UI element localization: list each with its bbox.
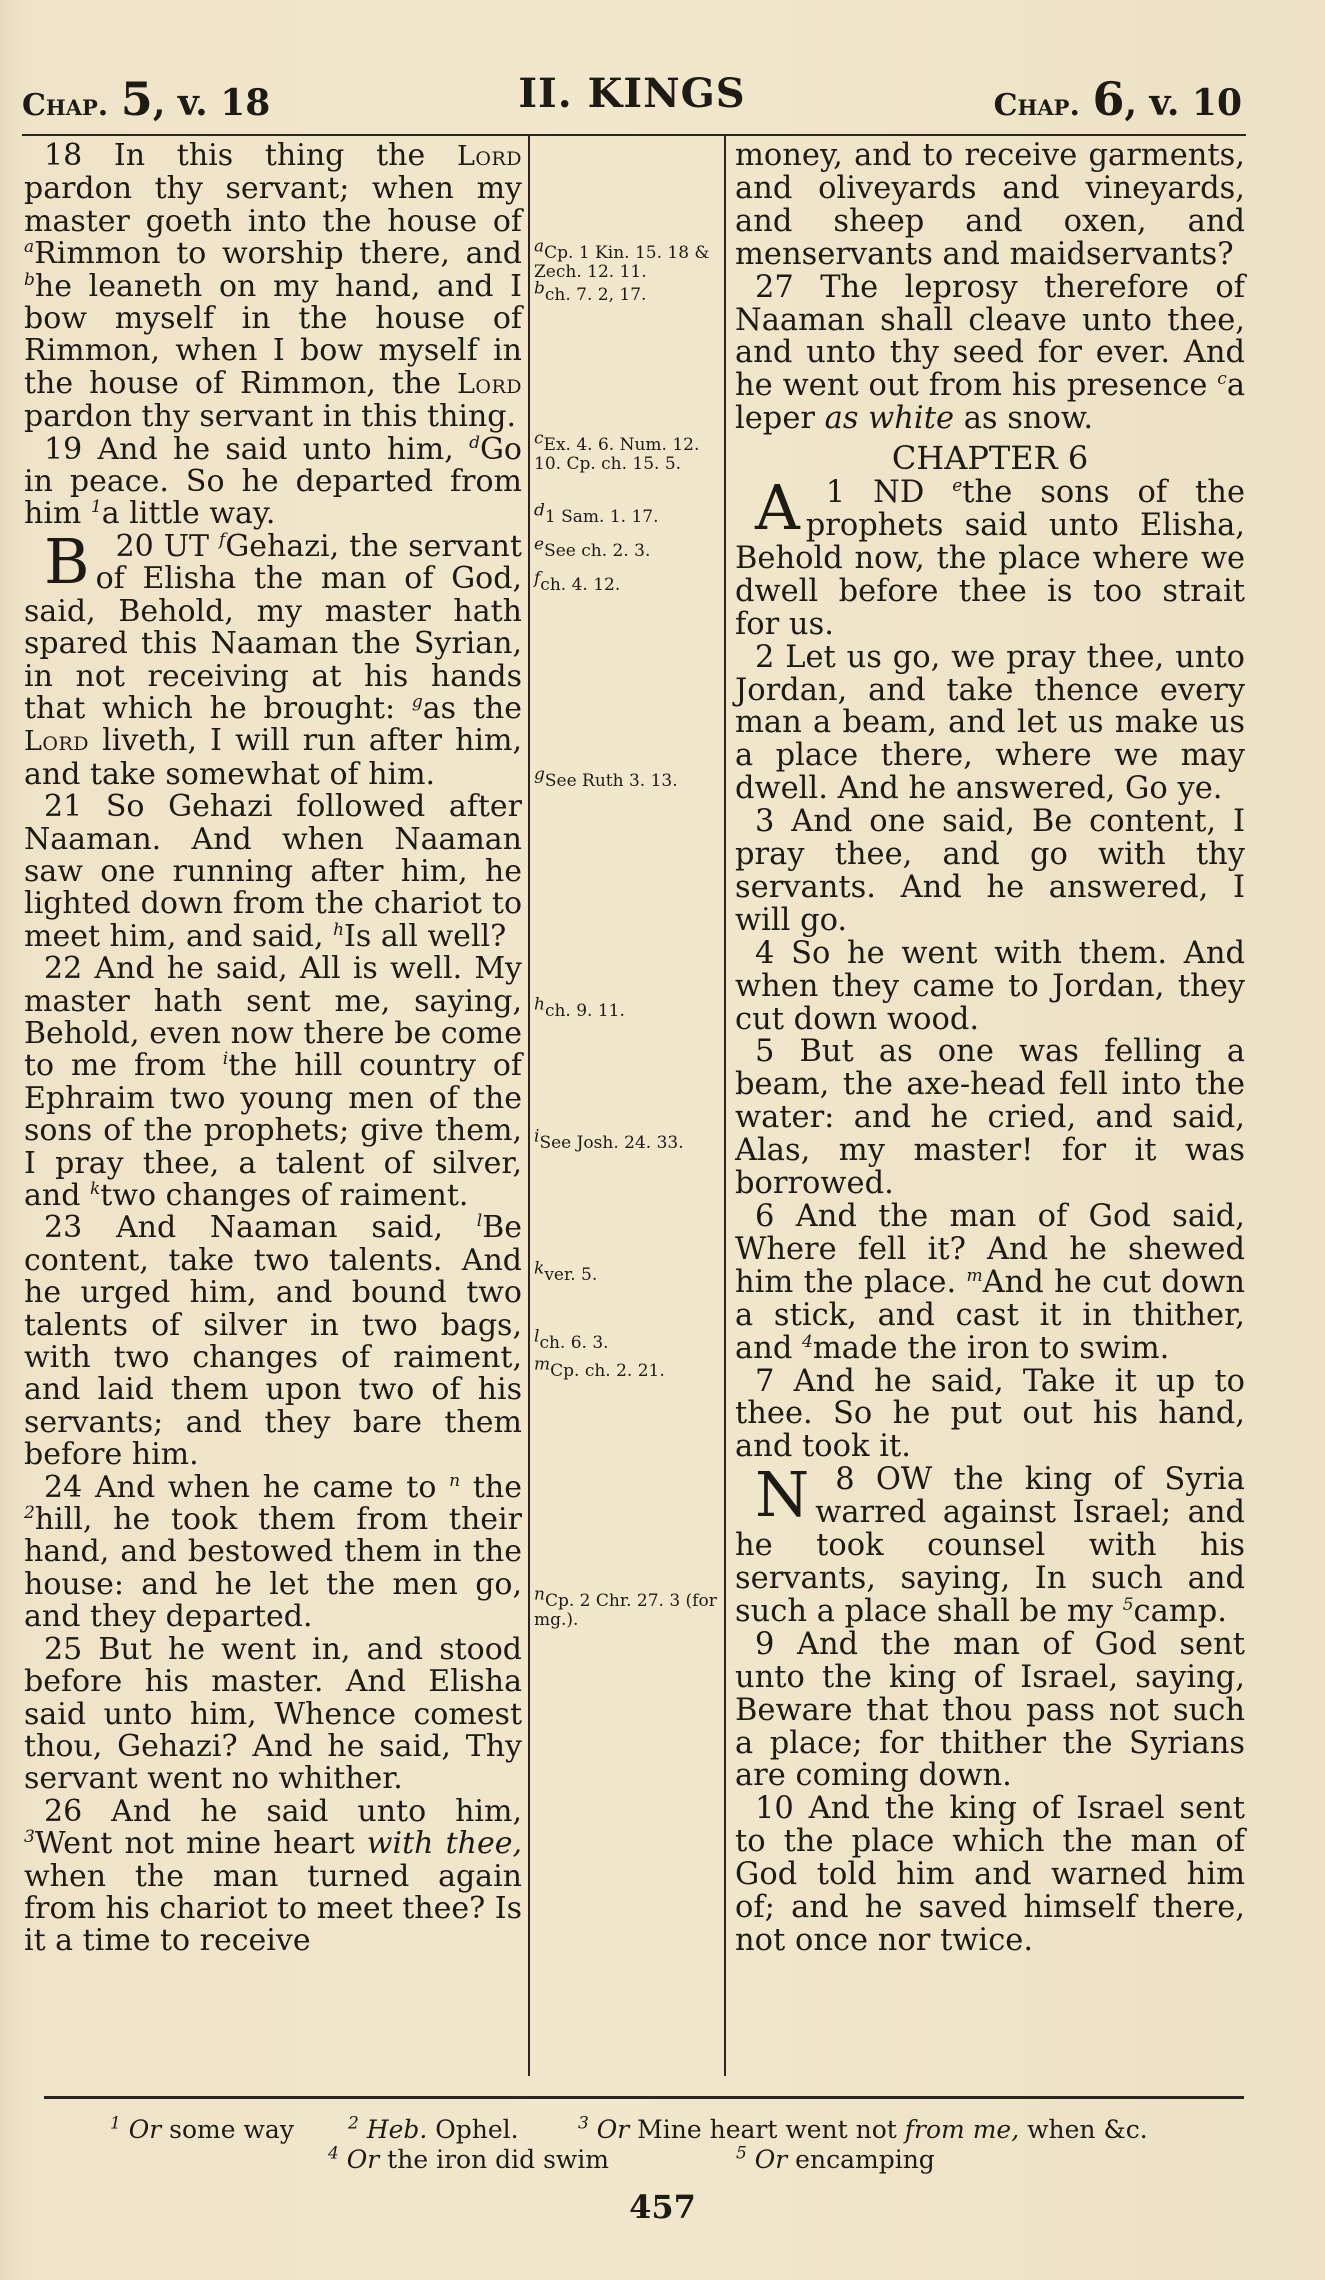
verse-5 (735, 1036, 1245, 1201)
text-run: made the iron to swim. (812, 1330, 1170, 1366)
text-run: Or (596, 2115, 630, 2144)
text-run: And the man of God said, Where fell it? And he shewed him the place. (735, 1199, 1245, 1300)
verse-27 (735, 269, 1245, 437)
text-run: 19 (44, 431, 83, 467)
verse-19 (24, 431, 522, 532)
text-run: Lord (456, 368, 522, 400)
reference-mark: h (333, 919, 345, 940)
text-run: as the (422, 690, 523, 726)
footnote-2 (348, 2115, 519, 2144)
text-run: And he cut down a stick, and cast it in thither, and (735, 1264, 1245, 1366)
text-run: And Naaman said, (115, 1210, 477, 1246)
text-run: Cp. ch. 2. 21. (550, 1361, 665, 1381)
verse-6 (735, 1201, 1245, 1366)
text-run: ch. 4. 12. (540, 575, 621, 595)
header-left-reference: Chap. 5, v. 18 (22, 72, 271, 126)
verse-23 (24, 1212, 522, 1471)
text-run: when the man turned again from his chariot to meet thee? Is it a time to receive (24, 1858, 522, 1959)
text-run: 9 (755, 1626, 775, 1662)
drop-cap-n: N (755, 1458, 810, 1532)
left-text-column (24, 140, 522, 1958)
text-run: Or (754, 2145, 788, 2174)
text-run: And one said, Be content, I pray thee, and go with thy servants. And he answered, I will go. (735, 804, 1245, 938)
margin-note-e (534, 534, 719, 561)
text-run: 21 (44, 789, 83, 825)
reference-mark: n (534, 1584, 545, 1605)
text-run: Cp. 2 Chr. 27. 3 (for mg.). (534, 1591, 717, 1630)
margin-note-h (534, 994, 719, 1021)
text-run: ch. 9. 11. (544, 1001, 625, 1021)
text-run: Lord (456, 141, 522, 172)
margin-note-n (534, 1584, 719, 1630)
verse-24 (24, 1469, 523, 1635)
margin-note-k (534, 1258, 719, 1285)
margin-note-i (534, 1126, 719, 1153)
text-run: UT (163, 528, 220, 564)
reference-mark: 2 (348, 2113, 359, 2134)
text-run: 8 (835, 1462, 855, 1498)
reference-mark: d (469, 432, 480, 453)
verse-26 (24, 1793, 523, 1959)
text-run: Lord (24, 726, 90, 758)
text-run: And he said unto him, (97, 431, 470, 467)
verse-8 (735, 1458, 1245, 1629)
text-run: Rimmon to worship there, and (34, 236, 522, 272)
header-rule (22, 134, 1246, 136)
text-run: 10 (755, 1791, 794, 1827)
text-run: The leprosy therefore of Naaman shall cleave unto thee, and unto thy seed for ever. And he went out from his presence (735, 269, 1245, 404)
text-run: So he went with them. And when they came to Jordan, they cut down wood. (735, 935, 1245, 1037)
verse-3 (735, 806, 1245, 938)
text-run: 2 (755, 639, 775, 675)
reference-mark: a (24, 237, 35, 258)
verse-9 (735, 1626, 1245, 1794)
text-run: when &c. (1019, 2115, 1148, 2144)
text-run: money, and to receive garments, and oliveyards and vineyards, and sheep and oxen, and menservants and maidservants? (735, 138, 1245, 272)
text-run: See ch. 2. 3. (544, 541, 651, 561)
page-number: 457 (629, 2188, 696, 2226)
text-run: 7 (755, 1363, 775, 1399)
verse-21 (24, 791, 522, 953)
verse-2 (735, 639, 1245, 807)
text-run: And he said unto him, (111, 1793, 522, 1829)
text-run: from me, (904, 2115, 1020, 2144)
footer-rule (44, 2096, 1244, 2099)
text-run: ch. 7. 2, 17. (544, 285, 647, 305)
reference-mark: 5 (1122, 1594, 1134, 1615)
text-run: hill, he took them from their hand, and bestowed them in the house: and he let the men go, and they departed. (24, 1502, 522, 1635)
text-run: OW the king of Syria warred against Israel; and he took counsel with his servants, saying, In such and such a place shall be my (735, 1462, 1245, 1629)
text-run: as white (824, 401, 954, 437)
text-run: he leaneth on my hand, and I bow myself in the house of Rimmon, when I bow myself in the house of Rimmon, the (24, 268, 522, 401)
text-run: 26 (44, 1793, 83, 1829)
reference-mark: 1 (90, 497, 102, 518)
reference-mark: b (534, 278, 545, 299)
reference-mark: g (534, 764, 545, 785)
text-run: Ex. 4. 6. Num. 12. 10. Cp. ch. 15. 5. (534, 435, 700, 474)
text-run: Went not mine heart (34, 1826, 367, 1862)
footnote-3 (578, 2115, 1148, 2144)
text-run: Gehazi, the servant of Elisha the man of God, said, Behold, my master hath spared this Naaman the Syrian, in not receiving at his hands that which he brought: (24, 528, 522, 726)
text-run: 27 (755, 269, 794, 305)
reference-mark: 3 (578, 2113, 589, 2134)
reference-mark: m (534, 1354, 551, 1375)
text-run: liveth, I will run after him, and take somewhat of him. (24, 723, 522, 792)
text-run: two changes of raiment. (100, 1178, 469, 1213)
text-run: In this thing the (113, 138, 457, 173)
verse-25 (24, 1631, 522, 1797)
text-run: See Ruth 3. 13. (544, 771, 678, 791)
reference-mark: l (534, 1326, 540, 1347)
reference-mark: e (952, 475, 963, 496)
text-run: Or (346, 2145, 380, 2174)
margin-note-d (534, 500, 719, 527)
margin-note-a (534, 236, 719, 282)
margin-note-l (534, 1326, 719, 1353)
text-run: pardon thy servant; when my master goeth into the house of (24, 171, 522, 239)
verse-18 (24, 140, 522, 434)
reference-mark: h (534, 994, 545, 1015)
reference-mark: b (24, 269, 35, 290)
text-run: pardon thy servant in this thing. (24, 399, 517, 435)
text-run: Mine heart went not (629, 2115, 905, 2144)
margin-note-b (534, 278, 719, 305)
text-run: as snow. (954, 401, 1094, 437)
text-run: a little way. (101, 496, 276, 532)
margin-note-g (534, 764, 719, 791)
footnote-1 (110, 2115, 294, 2144)
verse-1 (735, 471, 1245, 642)
verse-4 (735, 935, 1245, 1037)
book-title: II. KINGS (518, 70, 746, 117)
reference-mark: l (476, 1211, 483, 1232)
text-run: And he said, Take it up to thee. So he put out his hand, and took it. (735, 1363, 1245, 1465)
reference-mark: 4 (328, 2143, 339, 2164)
text-run: But as one was felling a beam, the axe-head fell into the water: and he cried, and said, Alas, my master! for it was borrowed. (735, 1034, 1246, 1202)
text-run: 20 (115, 528, 154, 564)
text-run: Or (128, 2115, 162, 2144)
text-run: some way (161, 2115, 294, 2144)
right-text-column (735, 140, 1245, 1958)
margin-note-c (534, 428, 719, 474)
drop-cap-a: A (755, 471, 800, 545)
text-run: 24 (44, 1469, 83, 1505)
text-run: camp. (1133, 1593, 1227, 1629)
column-divider-right (724, 136, 726, 2076)
text-run: the (460, 1469, 523, 1505)
text-run: 18 (44, 138, 83, 173)
margin-note-f (534, 568, 719, 595)
text-run: Heb. (366, 2115, 428, 2144)
chapter-heading: CHAPTER 6 (891, 439, 1089, 478)
text-run: 1 (825, 475, 846, 511)
text-run: And when he came to (94, 1469, 450, 1505)
text-run: ch. 6. 3. (539, 1333, 609, 1353)
verse-22 (24, 953, 522, 1212)
reference-mark: k (89, 1179, 101, 1199)
verse-10 (735, 1793, 1245, 1958)
text-run: But he went in, and stood before his master. And Elisha said unto him, Whence comest thou, Gehazi? And he said, Thy servant went no whither. (24, 1631, 522, 1797)
text-run: And the king of Israel sent to the place which the man of God told him and warned him of; and he saved himself there, not once nor twice. (735, 1791, 1245, 1958)
verse-7 (735, 1363, 1245, 1465)
reference-mark: e (534, 534, 545, 555)
reference-mark: d (534, 500, 545, 521)
reference-mark: a (534, 236, 545, 257)
reference-mark: i (534, 1126, 540, 1147)
text-run: Be content, take two talents. And he urged him, and bound two talents of silver in two bags, with two changes of raiment, and laid them upon two of his servants; and they bare them before him. (24, 1210, 523, 1473)
reference-mark: c (1217, 369, 1227, 390)
text-run: 4 (755, 935, 775, 971)
reference-mark: c (534, 428, 544, 449)
drop-cap-b: B (44, 524, 90, 598)
reference-mark: 1 (110, 2113, 121, 2134)
reference-mark: i (222, 1049, 229, 1070)
text-run: Go in peace. So he departed from him (24, 431, 522, 532)
text-run: 22 (44, 951, 83, 987)
header-right-reference: Chap. 6, v. 10 (993, 72, 1242, 126)
verse-26-continued (735, 140, 1245, 272)
reference-mark: n (449, 1470, 461, 1491)
page-header (22, 62, 1242, 132)
text-run: Ophel. (427, 2115, 519, 2144)
reference-mark: 4 (802, 1331, 813, 1352)
footnote-4 (328, 2145, 609, 2174)
text-run: 25 (44, 1631, 83, 1667)
text-run: encamping (787, 2145, 935, 2174)
reference-mark: f (219, 529, 226, 550)
text-run: And the man of God sent unto the king of Israel, saying, Beware that thou pass not such a place; for thither the Syrians are coming down. (735, 1626, 1245, 1794)
text-run: 6 (755, 1199, 775, 1234)
text-run: 1 Sam. 1. 17. (544, 507, 659, 527)
text-run: See Josh. 24. 33. (539, 1133, 684, 1153)
text-run: 23 (44, 1210, 83, 1246)
text-run: Is all well? (344, 918, 507, 954)
reference-mark: g (411, 691, 423, 712)
text-run: ND (873, 475, 953, 511)
reference-mark: 2 (24, 1503, 35, 1524)
text-run: 5 (755, 1034, 775, 1070)
reference-mark: f (534, 568, 541, 589)
footnotes (100, 2115, 1250, 2195)
margin-note-m (534, 1354, 719, 1381)
text-run: with thee, (366, 1826, 523, 1862)
footnote-5 (736, 2145, 935, 2174)
reference-mark: m (966, 1265, 983, 1286)
text-run: And he said, All is well. My master hath sent me, saying, Behold, even now there be come to me from (24, 951, 522, 1084)
text-run: the hill country of Ephraim two young men of the sons of the prophets; give them, I pray thee, a talent of silver, and (24, 1048, 522, 1213)
text-run: a leper (735, 368, 1245, 437)
text-run: Let us go, we pray thee, unto Jordan, and take thence every man a beam, and let us make us a place there, where we may dwell. And he answered, Go ye. (735, 639, 1245, 807)
text-run: Cp. 1 Kin. 15. 18 & Zech. 12. 11. (534, 243, 710, 282)
reference-mark: 3 (24, 1827, 35, 1848)
text-run: the sons of the prophets said unto Elisha, Behold now, the place where we dwell before thee is too strait for us. (735, 475, 1245, 642)
reference-mark: 5 (736, 2143, 747, 2164)
column-divider-left (528, 136, 530, 2076)
text-run: So Gehazi followed after Naaman. And when Naaman saw one running after him, he lighted down from the chariot to meet him, and said, (24, 789, 522, 954)
text-run: the iron did swim (379, 2145, 609, 2174)
text-run: 3 (755, 804, 775, 840)
verse-20 (24, 524, 523, 792)
reference-mark: k (534, 1258, 545, 1279)
text-run: ver. 5. (544, 1265, 598, 1285)
